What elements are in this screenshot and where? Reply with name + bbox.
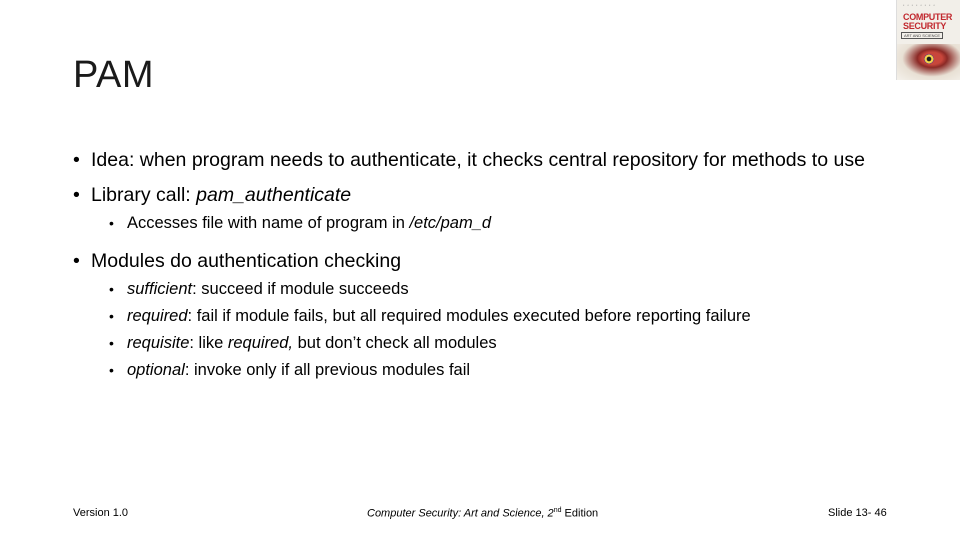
sub-bullet-accesses-file xyxy=(73,210,893,237)
book-cover-title-line1: COMPUTER xyxy=(903,12,953,22)
bullet-idea-text: Idea: when program needs to authenticate, it checks central repository for methods to use xyxy=(91,149,865,171)
footer-slide-number: Slide 13- 46 xyxy=(828,507,887,519)
module-desc-sufficient: : succeed if module succeeds xyxy=(192,280,409,298)
sub-bullet-accesses-prefix: Accesses file with name of program in xyxy=(127,214,410,232)
sub-bullet-marker: • xyxy=(109,281,114,297)
bullet-library-prefix: Library call: xyxy=(91,184,197,206)
book-cover-subtitle: ART AND SCIENCE xyxy=(901,32,943,39)
sub-bullet-sufficient xyxy=(73,276,893,303)
sub-bullet-marker: • xyxy=(109,335,114,351)
bullet-marker: • xyxy=(73,184,80,206)
book-cover-art xyxy=(897,44,960,80)
bullet-idea xyxy=(73,148,893,173)
module-desc-optional: : invoke only if all previous modules fail xyxy=(184,361,471,379)
butterfly-eye-icon xyxy=(924,54,934,64)
bullet-library-function: pam_authenticate xyxy=(196,184,352,206)
module-desc-required: : fail if module fails, but all required modules executed before reporting failure xyxy=(187,307,751,325)
module-desc-requisite-em: required, xyxy=(227,334,294,352)
bullet-group-library xyxy=(73,183,893,237)
module-name-required: required xyxy=(127,307,188,325)
book-cover-title-line2: SECURITY xyxy=(903,21,947,31)
bullet-list xyxy=(73,148,893,396)
footer-version: Version 1.0 xyxy=(73,507,129,519)
module-desc-requisite-post: but don’t check all modules xyxy=(293,334,497,352)
book-cover-image xyxy=(896,0,960,80)
sub-bullet-required xyxy=(73,303,893,330)
module-desc-requisite-pre: : like xyxy=(189,334,228,352)
bullet-modules-text: Modules do authentication checking xyxy=(91,250,402,272)
sub-bullet-marker: • xyxy=(109,215,114,231)
bullet-group-modules xyxy=(73,249,893,384)
sub-bullet-optional xyxy=(73,357,893,384)
sub-bullet-requisite xyxy=(73,330,893,357)
footer-edition-word: Edition xyxy=(561,507,599,520)
sub-bullet-marker: • xyxy=(109,362,114,378)
bullet-library-call xyxy=(73,183,893,208)
footer-book-title-text: Computer Security: Art and Science, 2 xyxy=(367,507,554,520)
book-cover-header: * * * * * * * * xyxy=(903,4,936,8)
footer-edition-sup: nd xyxy=(553,507,562,514)
module-name-sufficient: sufficient xyxy=(127,280,193,298)
sub-bullet-marker: • xyxy=(109,308,114,324)
bullet-modules xyxy=(73,249,893,274)
bullet-marker: • xyxy=(73,149,80,171)
module-name-optional: optional xyxy=(127,361,185,379)
slide-title: PAM xyxy=(73,54,155,96)
module-name-requisite: requisite xyxy=(127,334,190,352)
sub-bullet-accesses-path: /etc/pam_d xyxy=(409,214,492,232)
footer-book-title xyxy=(367,507,598,520)
bullet-marker: • xyxy=(73,250,80,272)
